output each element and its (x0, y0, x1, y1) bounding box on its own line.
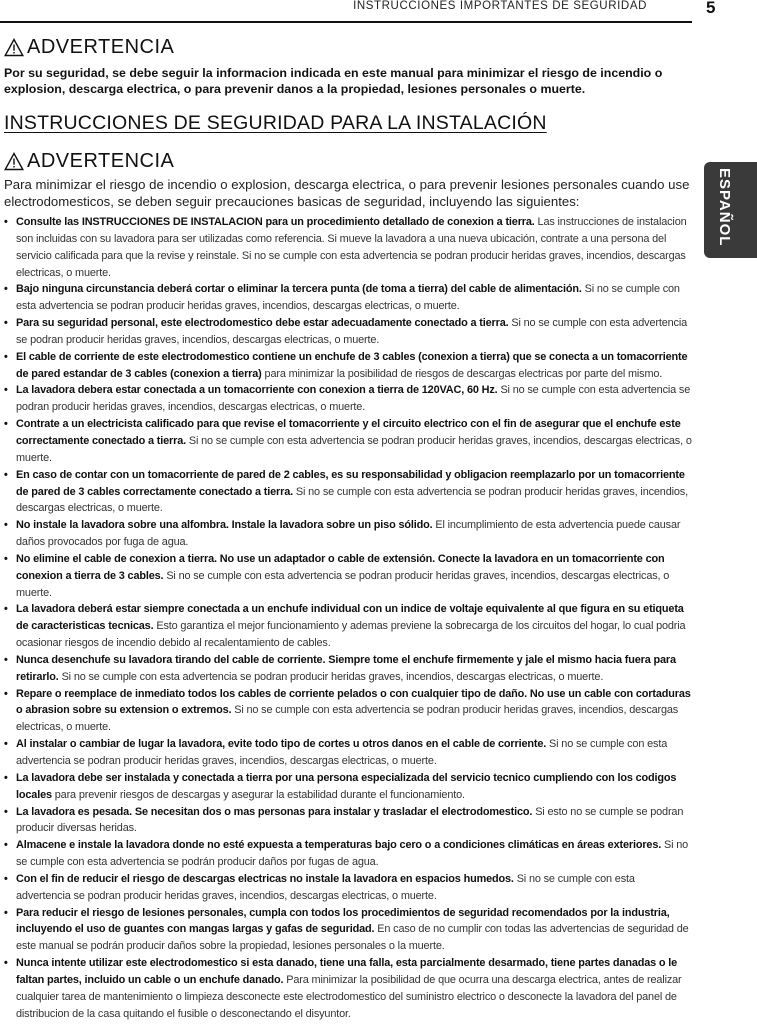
item-emphasis: La lavadora es pesada. Se necesitan dos o mas personas para instalar y trasladar el electrodomestico. (16, 805, 533, 818)
item-emphasis: Para reducir el riesgo de lesiones personales, cumpla con todos los procedimientos de seguridad recomendados por la industria, incluyendo el uso de guantes con mangas largas y gafas de seguridad. (16, 906, 670, 936)
list-item (4, 349, 692, 383)
item-emphasis: Repare o reemplace de inmediato todos los cables de corriente pelados o con cualquier tipo de daño. No use un cable con cortaduras o abrasion sobre su extension o extremos. (16, 687, 691, 717)
item-text: Si no se cumple con esta advertencia se podran producir heridas graves, incendios, descargas electricas, o muerte. (16, 434, 692, 464)
item-emphasis: No instale la lavadora sobre una alfombra. Instale la lavadora sobre un piso sólido. (16, 519, 433, 532)
item-emphasis: Almacene e instale la lavadora donde no esté expuesta a temperaturas bajo cero o a condiciones climáticas en áreas exteriores. (16, 839, 662, 852)
list-item (4, 871, 692, 905)
item-emphasis: Contrate a un electricista calificado para que revise el tomacorriente y el circuito electrico con el fin de asegurar que el enchufe este correctamente conectado a tierra. (16, 418, 681, 447)
item-text: Si no se cumple con esta advertencia se podrán producir daños por fugas de agua. (16, 839, 689, 869)
item-text: Si no se cumple con esta advertencia se podran producir heridas graves, incendios, descargas electricas, o muerte. (16, 317, 688, 346)
warning-heading-top (4, 36, 174, 59)
list-item (4, 214, 692, 281)
list-item (4, 905, 692, 956)
list-item (4, 467, 692, 518)
language-tab (704, 162, 757, 258)
warning-title: ADVERTENCIA (27, 36, 175, 58)
page-number: 5 (706, 0, 716, 17)
item-emphasis: Nunca intente utilizar este electrodomestico si esta danado, tiene una falla, esta parcialmente desarmado, tiene partes danadas o le faltan partes, incluido un cable o un enchufe danado. (16, 957, 678, 986)
language-tab-label: ESPAÑOL (716, 168, 733, 247)
warning-title: ADVERTENCIA (27, 150, 175, 172)
section-title: INSTRUCCIONES DE SEGURIDAD PARA LA INSTALACIÓN (4, 112, 547, 134)
item-emphasis: Bajo ninguna circunstancia deberá cortar o eliminar la tercera punta (de toma a tierra) del cable de alimentación. (16, 283, 582, 296)
running-header: INSTRUCCIONES IMPORTANTES DE SEGURIDAD (353, 0, 647, 12)
list-item (4, 837, 692, 871)
item-text: Si no se cumple con esta advertencia se podran producir heridas graves, incendios, descargas electricas, o muerte. (16, 569, 670, 599)
safety-list (4, 214, 692, 1023)
list-item (4, 686, 692, 737)
list-item (4, 551, 692, 602)
warning-body: Por su seguridad, se debe seguir la informacion indicada en este manual para minimizar el riesgo de incendio o explosion, descarga electrica, o para prevenir danos a la propiedad, lesiones personales o muerte. (4, 66, 663, 96)
item-text: Si no se cumple con esta advertencia se podran producir heridas graves, incendios, descargas electricas, o muerte. (16, 283, 680, 313)
item-emphasis: Con el fin de reducir el riesgo de descargas electricas no instale la lavadora en espacios humedos. (16, 872, 514, 885)
warning-triangle-icon (4, 38, 24, 57)
item-text: para prevenir riesgos de descargas y asegurar la estabilidad durante el funcionamiento. (51, 788, 465, 801)
item-emphasis: La lavadora debe ser instalada y conectada a tierra por una persona especializada del servicio tecnico cumpliendo con los codigos locales (16, 771, 677, 801)
item-text: Si no se cumple con esta advertencia se podran producir heridas graves, incendios, descargas electricas, o muerte. (58, 670, 604, 683)
item-text: Si no se cumple con esta advertencia se podran producir heridas graves, incendios, descargas electricas, o muerte. (16, 872, 635, 902)
warning-triangle-icon (4, 152, 24, 171)
item-emphasis: Consulte las INSTRUCCIONES DE INSTALACION para un procedimiento detallado de conexion a tierra. (16, 216, 535, 228)
list-item (4, 382, 692, 416)
item-text: para minimizar la posibilidad de riesgos de descargas electricas por parte del mismo. (261, 367, 663, 380)
item-text: Si no se cumple con esta advertencia se podran producir heridas graves, incendios, descargas electricas, o muerte. (16, 704, 679, 734)
header-rule (0, 21, 692, 23)
item-text: Si no se cumple con esta advertencia se podran producir heridas graves, incendios, descargas electricas, o muerte. (16, 485, 688, 515)
item-text: Si no se cumple con esta advertencia se podran producir heridas graves, incendios, descargas electricas, o muerte. (16, 384, 691, 414)
list-item (4, 517, 692, 551)
item-text: Esto garantiza el mejor funcionamiento y ademas previene la sobrecarga de los circuitos del hogar, lo cual podria ocasionar riesgos de incendio debido al recalentamiento de cables. (16, 620, 686, 650)
item-emphasis: En caso de contar con un tomacorriente de pared de 2 cables, es su responsabilidad y obligacion reemplazarlo por un tomacorriente de pared de 3 cables correctamente conectado a tierra. (16, 468, 685, 498)
list-item (4, 416, 692, 467)
list-item (4, 652, 692, 686)
list-item (4, 955, 692, 1022)
item-emphasis: Para su seguridad personal, este electrodomestico debe estar adecuadamente conectado a tierra. (16, 317, 509, 330)
list-item (4, 736, 692, 770)
list-item (4, 601, 692, 652)
item-text: Las instrucciones de instalacion son incluidas con su lavadora para ser utilizadas como referencia. Si mueve la lavadora a una nueva ubicación, contrate a una persona del servicio calificada para que la revise y reinstale. Si no se cumple con esta advertencia se podran producir heridas graves, incendios, descargas electricas, o muerte. (16, 216, 687, 279)
list-item (4, 315, 692, 349)
item-emphasis: El cable de corriente de este electrodomestico contiene un enchufe de 3 cables (conexion a tierra) que se conecta a un tomacorriente de pared estandar de 3 cables (conexion a tierra) (16, 350, 688, 380)
item-emphasis: Al instalar o cambiar de lugar la lavadora, evite todo tipo de cortes u otros danos en el cable de corriente. (16, 738, 547, 751)
list-item (4, 281, 692, 315)
item-text: En caso de no cumplir con todas las advertencias de seguridad de este manual se podrán producir daños sobre la propiedad, lesiones personales o la muerte. (16, 923, 689, 953)
item-text: Si esto no se cumple se podran producir diversas heridas. (16, 805, 684, 835)
warning-heading-install (4, 150, 174, 173)
list-item (4, 770, 692, 804)
list-item (4, 804, 692, 838)
item-emphasis: Nunca desenchufe su lavadora tirando del cable de corriente. Siempre tome el enchufe firmemente y jale el mismo hacia fuera para retirarlo. (16, 653, 676, 683)
item-emphasis: La lavadora deberá estar siempre conectada a un enchufe individual con un indice de voltaje equivalente al que figura en su etiqueta de caracteristicas tecnicas. (16, 603, 684, 633)
item-text: Si no se cumple con esta advertencia se podran producir heridas graves, incendios, descargas electricas, o muerte. (16, 738, 668, 767)
item-text: El incumplimiento de esta advertencia puede causar daños provocados por fuga de agua. (16, 519, 681, 549)
item-emphasis: La lavadora debera estar conectada a un tomacorriente con conexion a tierra de 120VAC, 60 Hz. (16, 384, 498, 397)
item-emphasis: No elimine el cable de conexion a tierra. No use un adaptador o cable de extensión. Conecte la lavadora en un tomacorriente con conexion a tierra de 3 cables. (16, 552, 665, 582)
item-text: Para minimizar la posibilidad de que ocurra una descarga electrica, antes de realizar cualquier tarea de mantenimiento o limpieza desconecte este electrodomestico del suministro electrico o desconecte la lavadora del panel de distribucion de la casa quitando el fusible o desconectando el disyuntor. (16, 973, 682, 1020)
warning-intro: Para minimizar el riesgo de incendio o explosion, descarga electrica, o para prevenir lesiones personales cuando use electrodomesticos, se deben seguir precauciones basicas de seguridad, incluyendo las siguientes: (4, 177, 690, 209)
